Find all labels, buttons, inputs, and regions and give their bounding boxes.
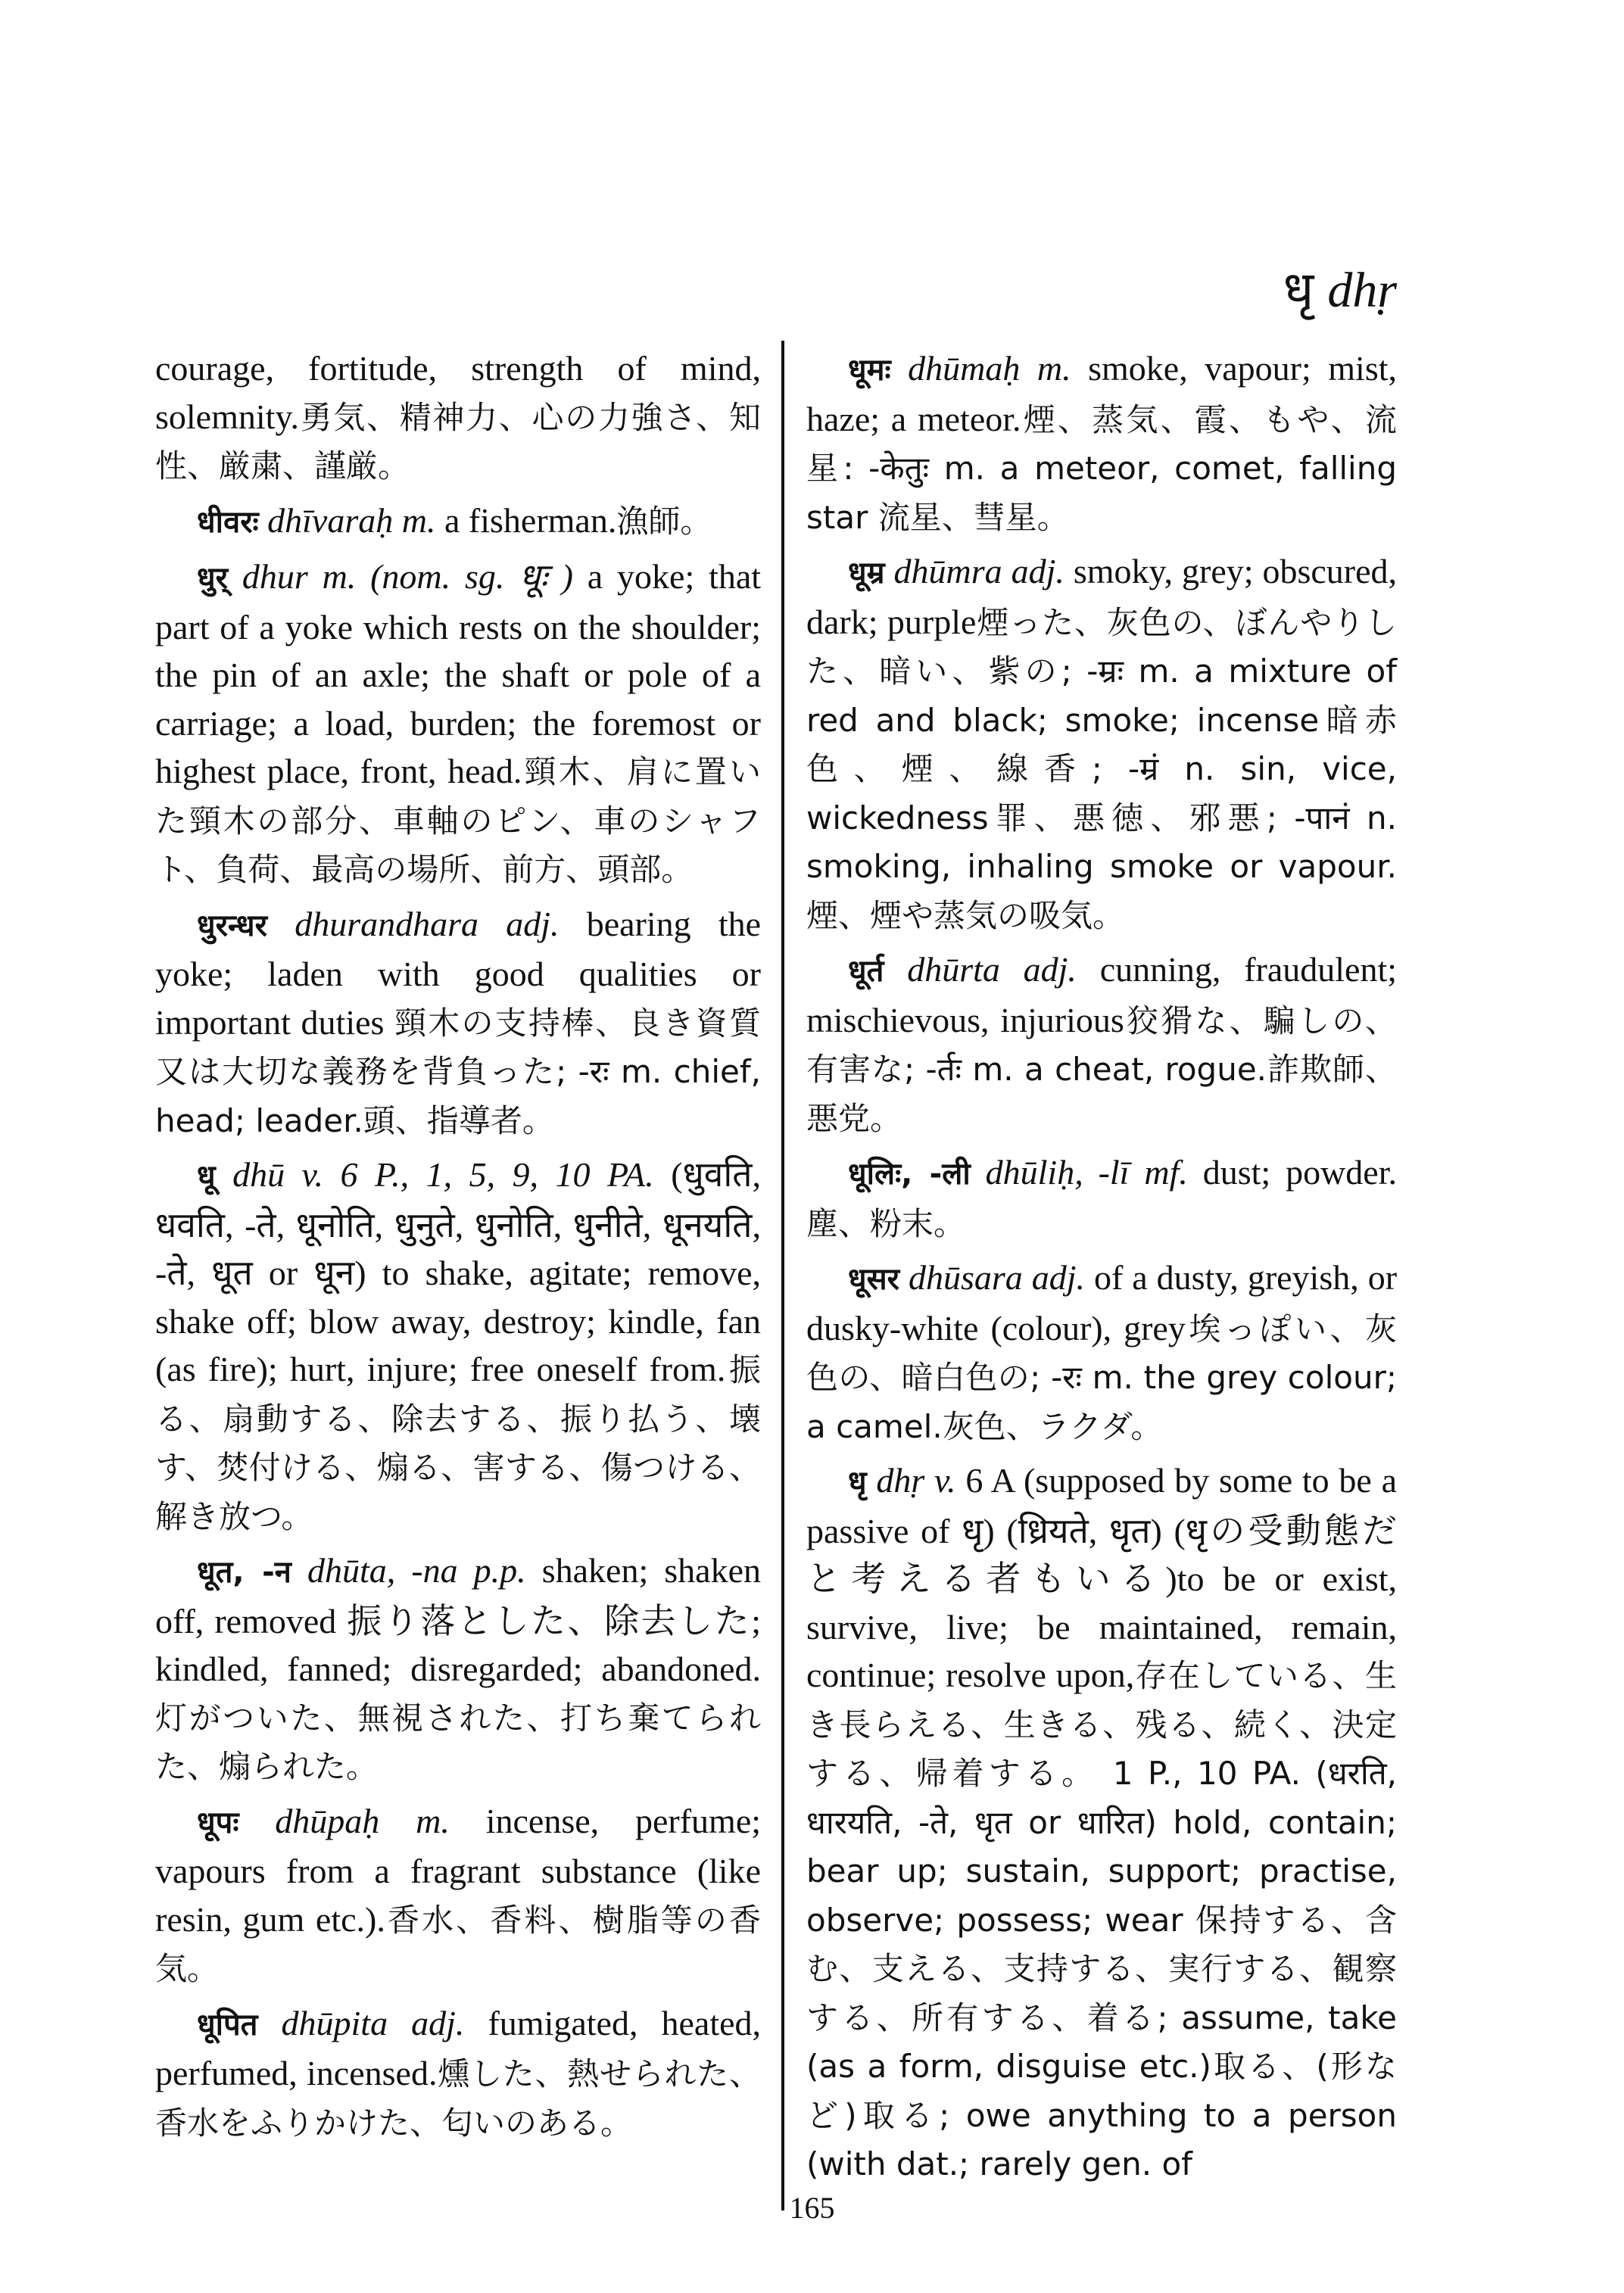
dictionary-entry <box>155 553 761 894</box>
entry-headword-devanagari: धूम्र <box>848 556 885 590</box>
entry-definition: fumigated, heated, perfumed, incensed. <box>155 2003 762 2092</box>
entry-part-of-speech: m. (nom. sg. धूः ) <box>322 557 573 596</box>
entry-japanese-gloss: 煙、蒸気、霞、もや、流星: -केतुः m. a meteor, comet, falling star 流星、彗星。 <box>806 400 1397 536</box>
entry-part-of-speech: v. <box>934 1461 956 1500</box>
dictionary-entry <box>155 1547 761 1791</box>
entry-transliteration: dhūmaḥ <box>908 349 1021 388</box>
entry-japanese-gloss: 頸木の支持棒、良き資質又は大切な義務を背負った; -रः m. chief, head; leader.頭、指導者。 <box>155 1004 761 1139</box>
dictionary-entry <box>155 1151 761 1541</box>
entry-transliteration: dhūmra <box>893 552 1002 590</box>
entry-part-of-speech: adj. <box>1011 552 1064 590</box>
entry-transliteration: dhūliḥ, -lī <box>985 1153 1130 1192</box>
entry-japanese-gloss: 燻した、熱せられた、香水をふりかけた、匂いのある。 <box>155 2055 761 2142</box>
entry-definition: of a dusty, greyish, or dusky-white (colour), grey <box>806 1258 1398 1347</box>
dictionary-entry <box>155 1999 761 2148</box>
entry-part-of-speech: v. 6 P., 1, 5, 9, 10 PA. <box>301 1155 654 1194</box>
entry-headword-devanagari: धूलिः, -ली <box>848 1157 971 1192</box>
entry-part-of-speech: p.p. <box>473 1551 526 1590</box>
entry-definition: (धुवति, धवति, -ते, धूनोति, धुनुते, धुनोति, धुनीते, धूनयति, -ते, धूत or धून) to shake, agitate; remove, shake off; blow away, destroy; kindle, fan (as fire); hurt, injure; free oneself from. <box>155 1155 762 1388</box>
entry-headword-devanagari: धूसर <box>848 1262 899 1297</box>
entry-headword-devanagari: धूर्त <box>848 954 884 989</box>
entry-japanese-gloss: 煙った、灰色の、ぼんやりした、暗い、紫の; -म्रः m. a mixture of red and black; smoke; incense暗赤色、煙、線香; -म्रं n. sin, vice, wickedness罪、悪徳、邪悪; -पानं n. smoking, inhaling smoke or vapour.煙、煙や蒸気の吸気。 <box>806 603 1398 934</box>
entry-part-of-speech: m. <box>416 1801 450 1840</box>
entry-definition: cunning, fraudulent; mischievous, injurious <box>806 950 1398 1039</box>
left-column <box>155 344 761 2153</box>
entry-transliteration: dhūpita <box>281 2003 388 2042</box>
entry-japanese-gloss: 狡猾な、騙しの、有害な; -र्तः m. a cheat, rogue.詐欺師、悪党。 <box>806 1002 1397 1137</box>
entry-definition: dust; powder. <box>1202 1153 1398 1192</box>
entry-japanese-gloss: 香水、香料、樹脂等の香気。 <box>155 1901 761 1987</box>
entry-transliteration: dhurandhara <box>295 904 479 943</box>
entry-definition: smoky, grey; obscured, dark; purple <box>806 552 1398 641</box>
entry-japanese-gloss: 存在している、生き長らえる、生きる、残る、続く、決定する、帰着する。 1 P., 10 PA. (धरति, धारयति, -ते, धृत or धारित) hold, contain; bear up; sustain, support; practise, observe; possess; wear 保持する、含む、支える、支持する、実行する、観察する、所有する、着る; assume, take (as a form, disguise etc.)取る、(形など)取る; owe anything to a person (with dat.; rarely gen. of <box>806 1657 1397 2182</box>
dictionary-entry <box>155 344 761 491</box>
entry-definition: bearing the yoke; laden with good qualities or important duties <box>155 904 762 1042</box>
dictionary-entry <box>806 946 1397 1142</box>
dictionary-entry <box>806 1254 1397 1450</box>
entry-definition: shaken; shaken off, removed 振り落とした、除去した; kindled, fanned; disregarded; abandoned. <box>155 1551 762 1688</box>
dictionary-entry <box>155 1797 761 1993</box>
entry-headword-devanagari: धूपः <box>197 1805 239 1840</box>
entry-definition: smoke, vapour; mist, haze; a meteor. <box>806 349 1398 438</box>
entry-headword-devanagari: धुरन्धर <box>197 908 267 943</box>
dictionary-entry <box>155 900 761 1145</box>
entry-japanese-gloss: 振る、扇動する、除去する、振り払う、壊す、焚付ける、煽る、害する、傷つける、解き放つ。 <box>155 1351 761 1535</box>
entry-japanese-gloss: 頸木、肩に置いた頸木の部分、車軸のピン、車のシャフト、負荷、最高の場所、前方、頭部。 <box>155 753 761 888</box>
entry-japanese-gloss: 灯がついた、無視された、打ち棄てられた、煽られた。 <box>155 1699 761 1785</box>
entry-part-of-speech: m. <box>401 500 436 540</box>
entry-part-of-speech: adj. <box>506 904 560 943</box>
entry-part-of-speech: mf. <box>1144 1153 1188 1192</box>
dictionary-entry <box>806 1456 1397 2189</box>
entry-definition: incense, perfume; vapours from a fragrant substance (like resin, gum etc.). <box>155 1801 762 1939</box>
entry-definition: 6 A (supposed by some to be a passive of धृ) (ध्रियते, धृत) (धृの受動態だと考える者もいる)to be or exist, survive, live; be maintained, remain, continue; resolve upon, <box>806 1461 1398 1694</box>
entry-transliteration: dhūpaḥ <box>275 1801 380 1840</box>
entry-definition: a fisherman. <box>444 500 617 540</box>
entry-part-of-speech: adj. <box>411 2003 465 2042</box>
entry-transliteration: dhṛ <box>876 1461 925 1500</box>
entry-headword-devanagari: धृ <box>848 1465 867 1500</box>
entry-transliteration: dhūta, -na <box>307 1551 458 1590</box>
entry-headword-devanagari: धूमः <box>848 353 891 388</box>
entry-headword-devanagari: धुर् <box>197 561 228 596</box>
entry-transliteration: dhūrta <box>907 950 1000 989</box>
column-divider <box>781 341 784 2210</box>
entry-japanese-gloss: 漁師。 <box>616 502 712 540</box>
running-header <box>1283 254 1397 322</box>
dictionary-entry <box>806 1148 1397 1248</box>
entry-japanese-gloss: 塵、粉末。 <box>806 1204 966 1242</box>
entry-part-of-speech: adj. <box>1023 950 1077 989</box>
entry-japanese-gloss: 勇気、精神力、心の力強さ、知性、厳粛、謹厳。 <box>155 398 761 484</box>
entry-japanese-gloss: 埃っぽい、灰色の、暗白色の; -रः m. the grey colour; a camel.灰色、ラクダ。 <box>806 1310 1397 1445</box>
header-headword-devanagari: धृ <box>1283 263 1314 318</box>
dictionary-entry <box>806 344 1397 541</box>
entry-part-of-speech: m. <box>1036 349 1071 388</box>
page-number: 165 <box>789 2191 835 2225</box>
dictionary-entry <box>806 547 1397 939</box>
entry-headword-devanagari: धूत, -न <box>197 1555 291 1590</box>
entry-transliteration: dhīvaraḥ <box>267 500 394 540</box>
entry-headword-devanagari: धू <box>197 1159 216 1194</box>
entry-headword-devanagari: धूपित <box>197 2007 258 2042</box>
dictionary-entry <box>155 497 761 547</box>
entry-transliteration: dhūsara <box>908 1258 1023 1297</box>
right-column <box>806 344 1397 2195</box>
entry-definition: courage, fortitude, strength of mind, solemnity. <box>155 349 761 436</box>
entry-headword-devanagari: धीवरः <box>197 504 259 540</box>
header-headword-latin: dhṛ <box>1327 263 1397 318</box>
entry-definition: a yoke; that part of a yoke which rests on the shoulder; the pin of an axle; the shaft or pole of a carriage; a load, burden; the foremost or highest place, front, head. <box>155 557 762 790</box>
entry-part-of-speech: adj. <box>1031 1258 1086 1297</box>
entry-transliteration: dhur <box>242 557 308 596</box>
entry-transliteration: dhū <box>232 1155 285 1194</box>
